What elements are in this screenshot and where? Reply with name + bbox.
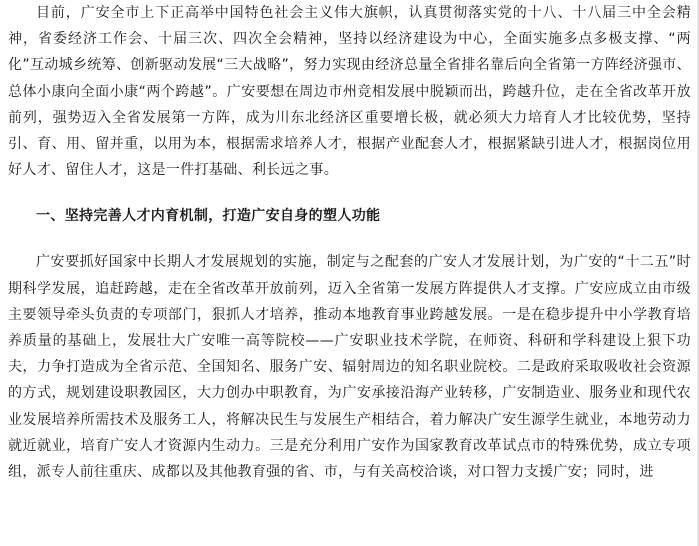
body-paragraph-section-1: 广安要抓好国家中长期人才发展规划的实施，制定与之配套的广安人才发展计划，为广安的“十二五”时期科学发展，追赶跨越，走在全省改革开放前列，迈入全省第一发展方阵提供人才支撑。广安应成立由市级主要领导牵头负责的专项部门，狠抓人才培养，推动本地教育事业跨越发展。一是在稳步提升中小学教育培养质量的基础上，发展壮大广安唯一高等院校——广安职业技术学院，在师资、科研和学科建设上狠下功夫，力争打造成为全省示范、全国知名、服务广安、辐射周边的知名职业院校。二是政府采取吸收社会资源的方式，规划建设职教园区，大力创办中职教育，为广安承接沿海产业转移，广安制造业、服务业和现代农业发展培养所需技术及服务工人，将解决民生与发展生产相结合，着力解决广安生源学生就业，本地劳动力就近就业，培育广安人才资源内生动力。三是充分利用广安作为国家教育改革试点市的特殊优势，成立专项组，派专人前往重庆、成都以及其他教育强的省、市，与有关高校洽谈，对口智力支援广安；同时，进 (8, 254, 691, 481)
body-paragraph-intro: 目前，广安全市上下正高举中国特色社会主义伟大旗帜，认真贯彻落实党的十八、十八届三中全会精神，省委经济工作会、十届三次、四次全会精神，坚持以经济建设为中心，全面实施多点多极支撑、“两化”互动城乡统筹、创新驱动发展“三大战略”，努力实现由经济总量全省排名靠后向全省第一方阵经济强市、总体小康向全面小康“两个跨越”。广安要想在周边市州竞相发展中脱颖而出，跨越升位，走在全省改革开放前列，强势迈入全省发展第一方阵，成为川东北经济区重要增长极，就必须大力培育人才比较优势，坚持引、育、用、留并重，以用为本，根据需求培养人才，根据产业配套人才，根据紧缺引进人才，根据岗位用好人才、留住人才，这是一件打基础、利长远之事。 (8, 5, 691, 179)
paragraph-spacer (8, 229, 691, 249)
paragraph-spacer (8, 183, 691, 203)
section-heading: 一、坚持完善人才内育机制，打造广安自身的塑人功能 (36, 208, 381, 225)
